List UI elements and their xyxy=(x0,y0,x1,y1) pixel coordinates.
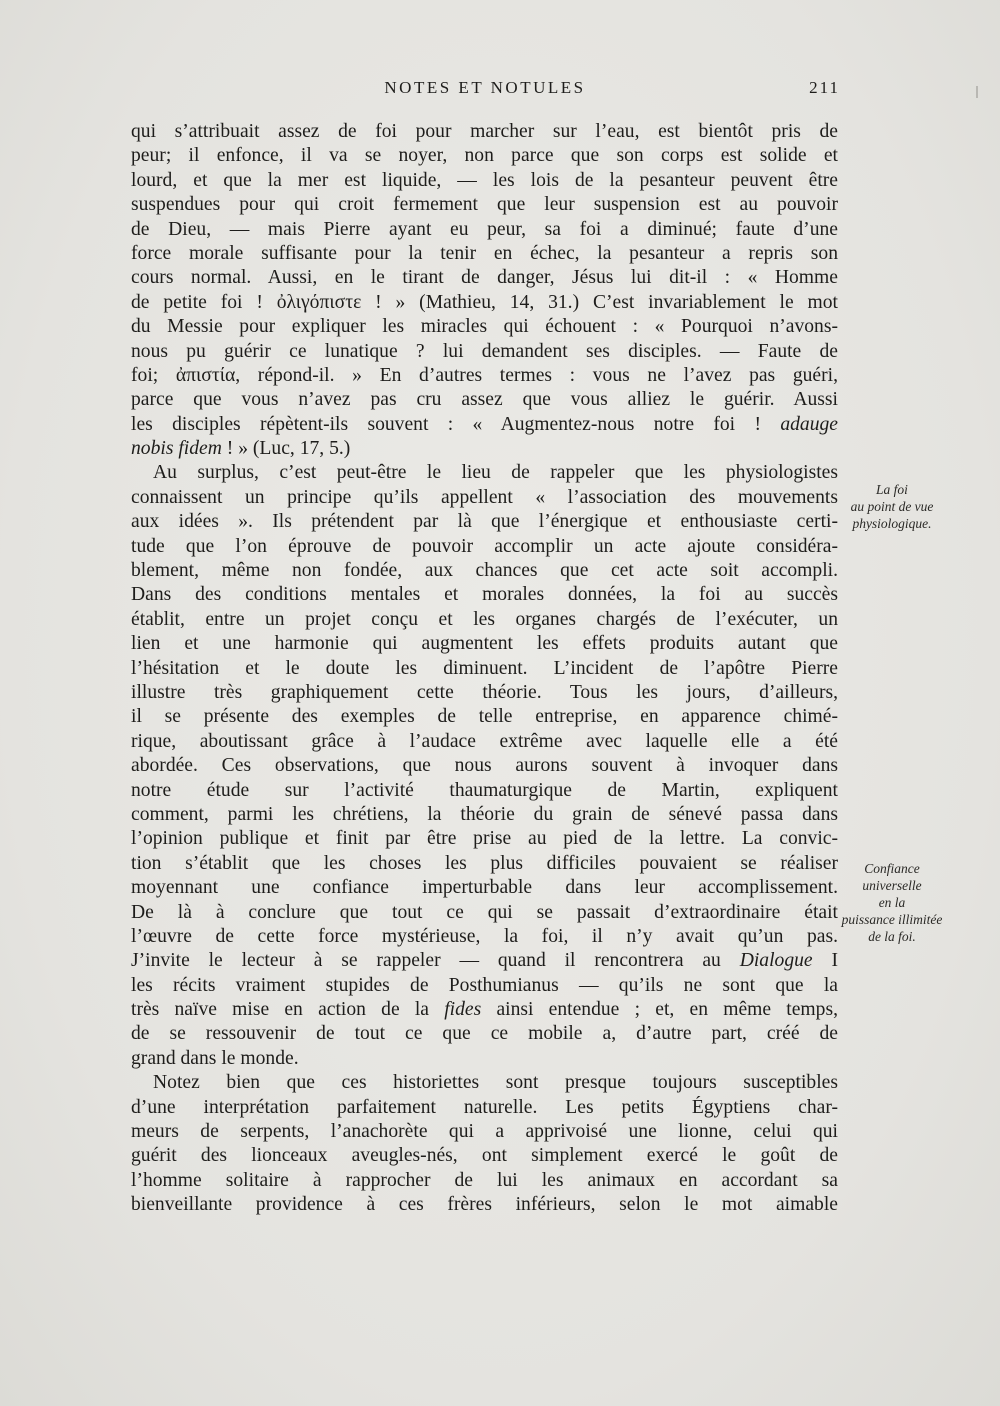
text-line xyxy=(131,144,838,168)
running-title: NOTES ET NOTULES xyxy=(384,78,586,97)
text-run: lien et une harmonie qui augmentent les effets produits autant que xyxy=(131,633,838,655)
text-line xyxy=(131,291,838,315)
text-line xyxy=(131,1022,838,1046)
text-run: les récits vraiment stupides de Posthumianus — qu’ils ne sont que la xyxy=(131,974,838,996)
text-line xyxy=(131,461,838,485)
text-line xyxy=(131,974,838,998)
text-line xyxy=(131,754,838,778)
text-run: moyennant une confiance imperturbable dans leur accomplissement. xyxy=(131,877,838,899)
text-run: Au surplus, c’est peut-être le lieu de rappeler que les physiologistes xyxy=(153,462,838,484)
text-line xyxy=(131,315,838,339)
text-run: De là à conclure que tout ce qui se passait d’extraordinaire était xyxy=(131,901,838,923)
text-line xyxy=(131,827,838,851)
text-run: guérit des lionceaux aveugles-nés, ont simplement exercé le goût de xyxy=(131,1145,838,1167)
text-line xyxy=(131,120,838,144)
text-line xyxy=(131,876,838,900)
text-run: lourd, et que la mer est liquide, — les lois de la pesanteur peuvent être xyxy=(131,169,838,191)
text-run: qui s’attribuait assez de foi pour marcher sur l’eau, est bientôt pris de xyxy=(131,121,838,142)
text-run: du Messie pour expliquer les miracles qui échouent : « Pourquoi n’avons- xyxy=(131,316,838,338)
text-run: ! » (Luc, 17, 5.) xyxy=(221,438,351,460)
text-line xyxy=(131,803,838,827)
text-run: connaissent un principe qu’ils appellent « l’association des mouvements xyxy=(131,486,838,508)
text-run: bienveillante providence à ces frères inférieurs, selon le mot aimable xyxy=(131,1194,838,1216)
text-run: comment, parmi les chrétiens, la théorie du grain de sénevé passa dans xyxy=(131,803,838,825)
text-run: les disciples répètent-ils souvent : « Augmentez-nous notre foi ! xyxy=(131,413,781,435)
italic-run: nobis fidem xyxy=(131,438,222,460)
margin-note-line: au point de vue xyxy=(850,499,934,514)
margin-note-line: puissance illimitée xyxy=(841,912,943,927)
text-run: I xyxy=(812,950,838,972)
text-line xyxy=(131,901,838,925)
text-run: force morale suffisante pour la tenir en échec, la pesanteur a repris son xyxy=(131,242,838,264)
margin-note-line: physiologique. xyxy=(852,516,932,531)
text-line xyxy=(131,583,838,607)
text-run: rique, aboutissant grâce à l’audace extrême avec laquelle elle a été xyxy=(131,730,838,752)
text-run: l’œuvre de cette force mystérieuse, la foi, il n’y avait qu’un pas. xyxy=(131,925,838,947)
text-run: il se présente des exemples de telle entreprise, en apparence chimé- xyxy=(131,706,838,728)
text-line xyxy=(131,1120,838,1144)
text-run: de se ressouvenir de tout ce que ce mobile a, d’autre part, créé de xyxy=(131,1023,838,1045)
text-run: blement, même non fondée, aux chances que cet acte soit accompli. xyxy=(131,560,838,582)
text-run: grand dans le monde. xyxy=(131,1047,299,1069)
text-line xyxy=(131,1144,838,1168)
text-run: suspendues pour qui croit fermement que leur suspension est au pouvoir xyxy=(131,194,838,216)
text-line xyxy=(131,535,838,559)
text-run: cours normal. Aussi, en le tirant de danger, Jésus lui dit-il : « Homme xyxy=(131,267,838,289)
text-line xyxy=(131,437,838,461)
text-run: l’homme solitaire à rapprocher de lui les animaux en accordant sa xyxy=(131,1169,838,1191)
text-line xyxy=(131,779,838,803)
text-run: Dans des conditions mentales et morales données, la foi au succès xyxy=(131,584,838,606)
text-line xyxy=(131,510,838,534)
body-text xyxy=(131,120,838,1218)
margin-note-physiology xyxy=(838,481,946,532)
text-line xyxy=(131,925,838,949)
text-line xyxy=(131,413,838,437)
text-line xyxy=(131,1193,838,1217)
italic-run: adauge xyxy=(780,413,838,435)
text-run: tion s’établit que les choses les plus difficiles pouvaient se réaliser xyxy=(131,852,838,874)
text-line xyxy=(131,632,838,656)
text-line xyxy=(131,998,838,1022)
text-run: peur; il enfonce, il va se noyer, non parce que son corps est solide et xyxy=(131,145,838,167)
text-line xyxy=(131,608,838,632)
text-run: abordée. Ces observations, que nous aurons souvent à invoquer dans xyxy=(131,755,838,777)
text-line xyxy=(131,242,838,266)
text-line xyxy=(131,388,838,412)
margin-note-confidence xyxy=(836,860,948,945)
text-line xyxy=(131,364,838,388)
text-run: parce que vous n’avez pas cru assez que vous alliez le guérir. Aussi xyxy=(131,389,838,411)
italic-run: fides xyxy=(444,999,482,1021)
text-run: d’une interprétation parfaitement naturelle. Les petits Égyptiens char- xyxy=(131,1096,838,1118)
text-line xyxy=(131,949,838,973)
text-run: aux idées ». Ils prétendent par là que l’énergique et enthousiaste certi- xyxy=(131,511,838,533)
text-line xyxy=(131,218,838,242)
text-run: meurs de serpents, l’anachorète qui a apprivoisé une lionne, celui qui xyxy=(131,1121,838,1143)
text-line xyxy=(131,681,838,705)
text-run: l’opinion publique et finit par être prise au pied de la lettre. La convic- xyxy=(131,828,838,850)
text-line xyxy=(131,705,838,729)
text-line xyxy=(131,852,838,876)
text-run: de Dieu, — mais Pierre ayant eu peur, sa foi a diminué; faute d’une xyxy=(131,218,838,240)
text-run: notre étude sur l’activité thaumaturgique de Martin, expliquent xyxy=(131,779,838,801)
text-run: illustre très graphiquement cette théorie. Tous les jours, d’ailleurs, xyxy=(131,681,838,703)
text-run: très naïve mise en action de la xyxy=(131,999,445,1021)
text-run: établit, entre un projet conçu et les organes chargés de l’exécuter, un xyxy=(131,608,838,630)
text-run: tude que l’on éprouve de pouvoir accomplir un acte ajoute considéra- xyxy=(131,535,838,557)
margin-note-line: universelle xyxy=(862,878,922,893)
text-line xyxy=(131,657,838,681)
text-run: l’hésitation et le doute les diminuent. L’incident de l’apôtre Pierre xyxy=(131,657,838,679)
italic-run: Dialogue xyxy=(739,950,813,972)
text-line xyxy=(131,193,838,217)
text-line xyxy=(131,1047,838,1071)
page-number: 211 xyxy=(809,78,840,97)
text-run: de petite foi ! ὀλιγόπιστε ! » (Mathieu, 14, 31.) C’est invariablement le mot xyxy=(131,291,838,313)
text-line xyxy=(131,486,838,510)
page-edge-mark xyxy=(976,86,978,98)
text-line xyxy=(131,730,838,754)
text-line xyxy=(131,340,838,364)
text-line xyxy=(131,559,838,583)
text-line xyxy=(131,266,838,290)
margin-note-line: Confiance xyxy=(864,861,920,876)
text-line xyxy=(131,1071,838,1095)
text-line xyxy=(131,1096,838,1120)
text-run: ainsi entendue ; et, en même temps, xyxy=(481,999,838,1021)
text-run: Notez bien que ces historiettes sont presque toujours susceptibles xyxy=(153,1072,838,1094)
text-line xyxy=(131,169,838,193)
margin-note-line: La foi xyxy=(876,482,908,497)
text-line xyxy=(131,1169,838,1193)
margin-note-line: de la foi. xyxy=(868,929,916,944)
text-run: nous pu guérir ce lunatique ? lui demandent ses disciples. — Faute de xyxy=(131,340,838,362)
text-run: J’invite le lecteur à se rappeler — quand il rencontrera au xyxy=(131,950,740,972)
text-run: foi; ἀπιστία, répond-il. » En d’autres termes : vous ne l’avez pas guéri, xyxy=(131,364,838,386)
margin-note-line: en la xyxy=(878,895,906,910)
running-head xyxy=(130,78,840,102)
